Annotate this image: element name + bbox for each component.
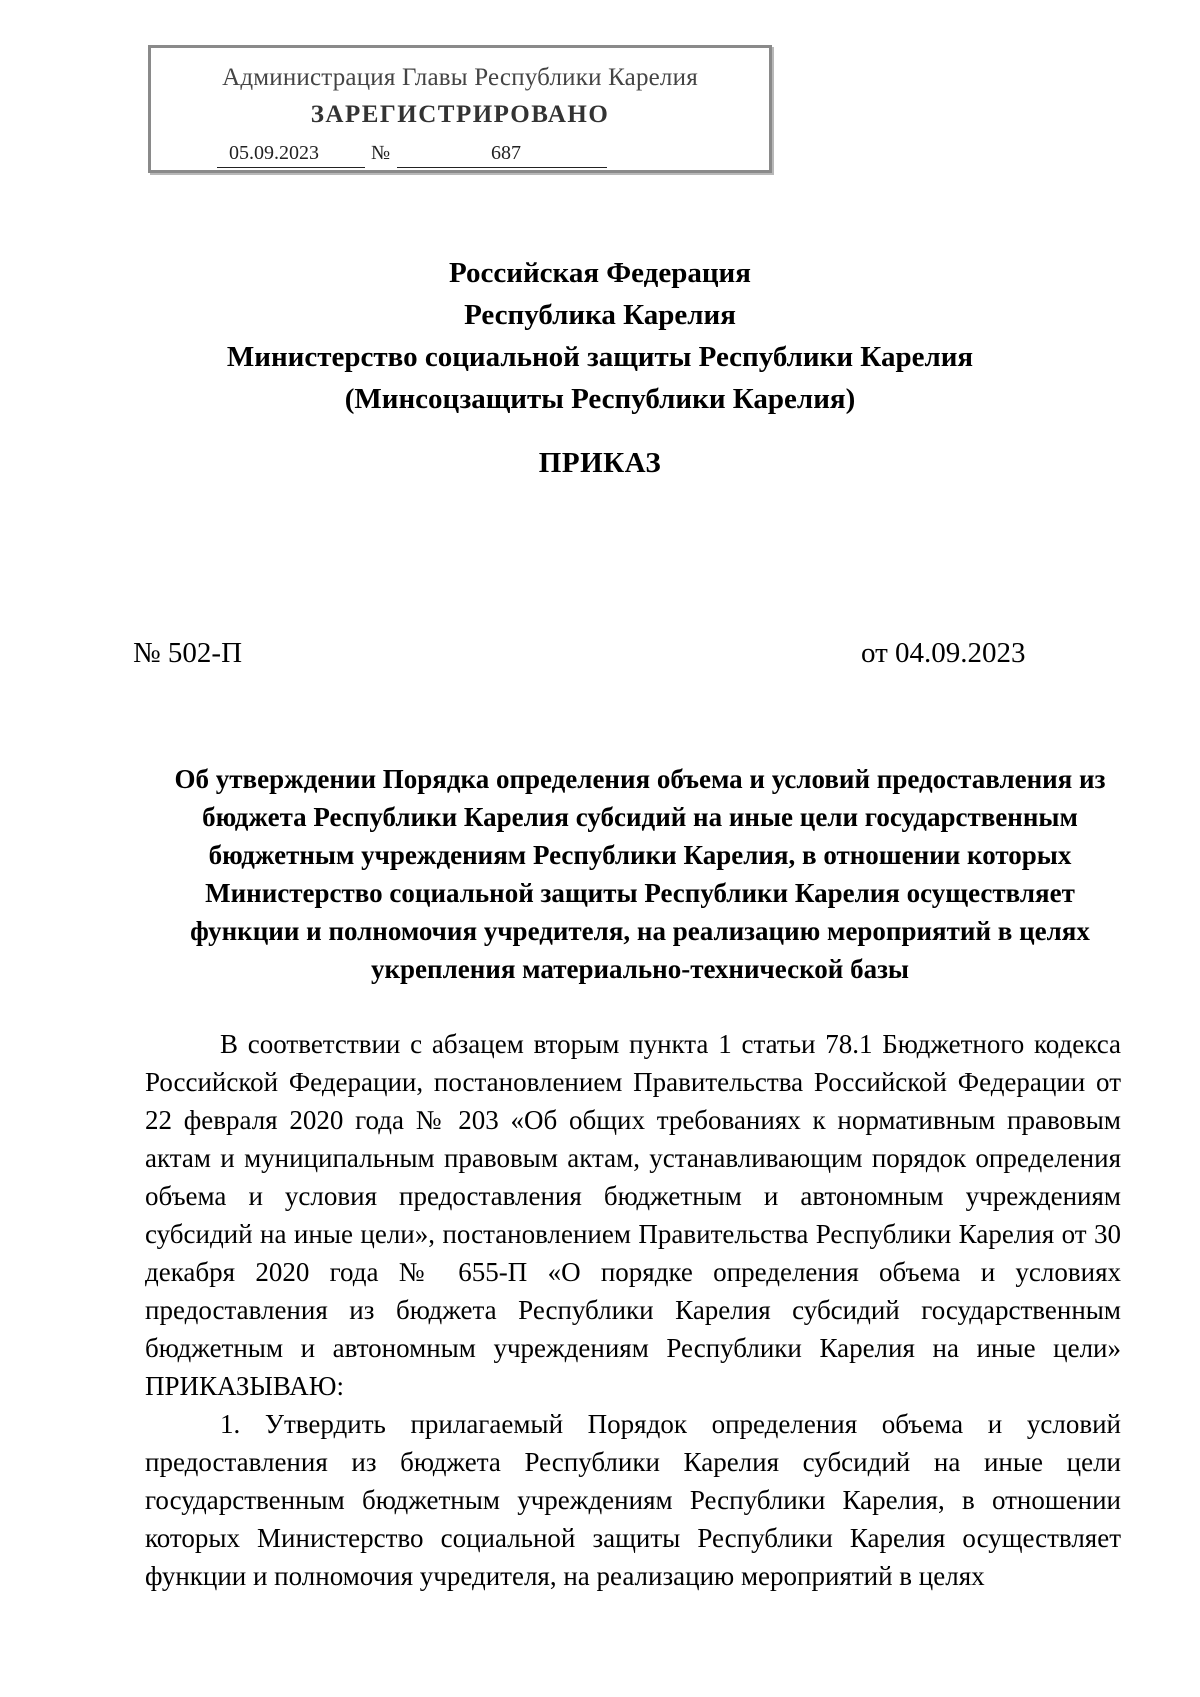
stamp-date: 05.09.2023 (229, 142, 319, 164)
stamp-number: 687 (491, 142, 521, 164)
document-body (145, 1025, 1121, 1595)
stamp-organization: Администрация Главы Республики Карелия (222, 64, 698, 91)
order-date: от 04.09.2023 (861, 637, 1026, 669)
document-type: ПРИКАЗ (538, 447, 662, 479)
stamp-status: ЗАРЕГИСТРИРОВАНО (310, 101, 610, 128)
stamp-number-underline (397, 167, 607, 168)
document-subject (148, 760, 1132, 988)
stamp-number-sign: № (371, 142, 391, 164)
order-number: № 502-П (133, 637, 243, 669)
document-header (0, 252, 1200, 420)
body-paragraph-1: В соответствии с абзацем вторым пункта 1 статьи 78.1 Бюджетного кодекса Российской Федерации, постановлением Правительства Российской Федерации от 22 февраля 2020 года № 203 «Об общих требованиях к нормативным правовым актам и муниципальным правовым актам, устанавливающим порядок определения объема и условия предоставления бюджетным и автономным учреждениям субсидий на иные цели», постановлением Правительства Республики Карелия от 30 декабря 2020 года № 655-П «О порядке определения объема и условиях предоставления из бюджета Республики Карелия субсидий государственным бюджетным и автономным учреждениям Республики Карелия на иные цели» ПРИКАЗЫВАЮ: (145, 1029, 1121, 1401)
header-country: Российская Федерация (449, 257, 751, 289)
header-ministry: Министерство социальной защиты Республики Карелия (226, 341, 974, 373)
stamp-registration-line (191, 140, 747, 170)
registration-stamp (148, 45, 772, 173)
header-republic: Республика Карелия (464, 299, 736, 331)
subject-text: Об утверждении Порядка определения объема и условий предоставления из бюджета Республики Карелия субсидий на иные цели государственным бюджетным учреждениям Республики Карелия, в отношении которых Министерство социальной защиты Республики Карелия осуществляет функции и полномочия учредителя, на реализацию мероприятий в целях укрепления материально-технической базы (174, 764, 1106, 984)
body-paragraph-2: 1. Утвердить прилагаемый Порядок определения объема и условий предоставления из бюджета Республики Карелия субсидий на иные цели государственным бюджетным учреждениям Республики Карелия, в отношении которых Министерство социальной защиты Республики Карелия осуществляет функции и полномочия учредителя, на реализацию мероприятий в целях (145, 1409, 1121, 1591)
header-ministry-short: (Минсоцзащиты Республики Карелия) (344, 383, 856, 415)
stamp-date-underline (217, 167, 365, 168)
